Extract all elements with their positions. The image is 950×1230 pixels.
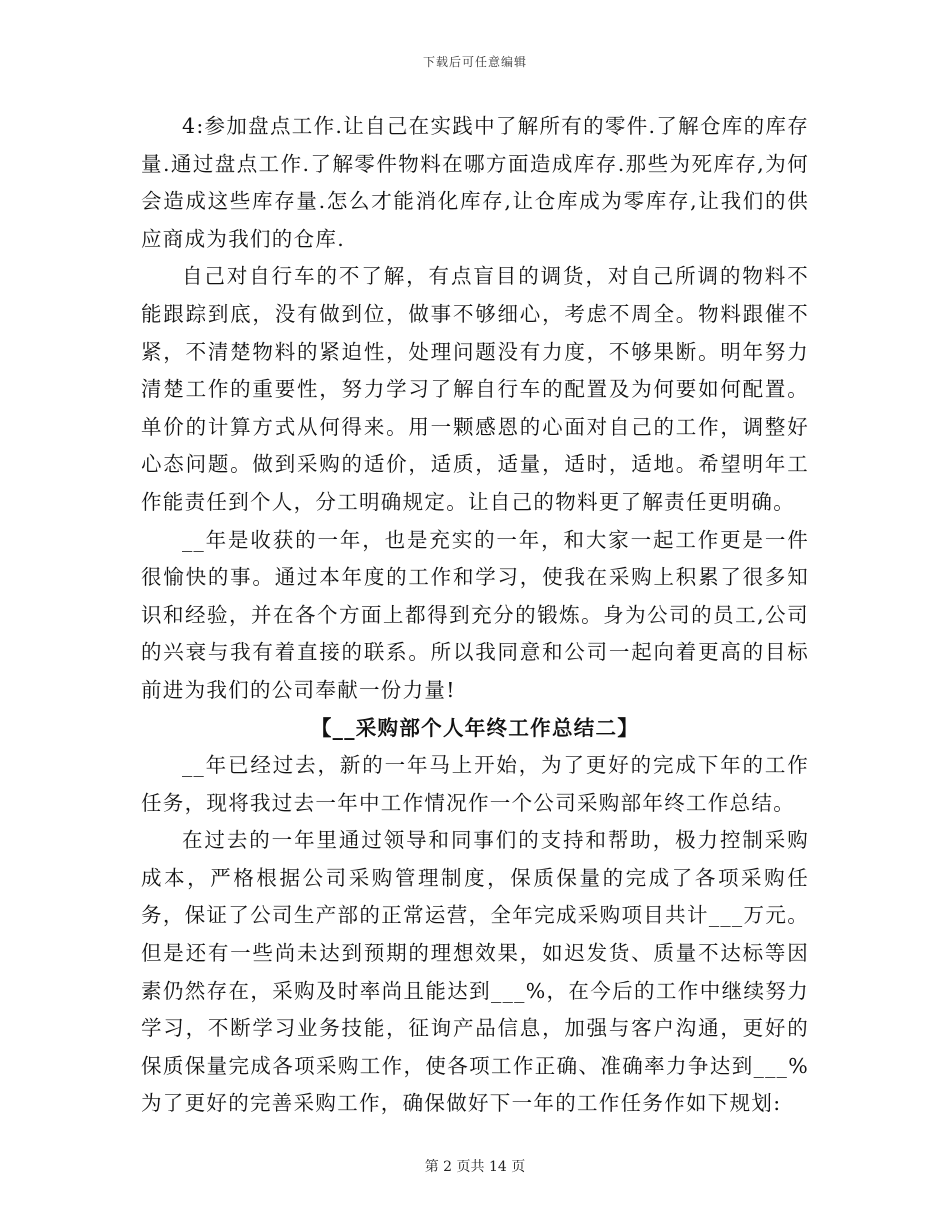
paragraph-self-review: 自己对自行车的不了解，有点盲目的调货，对自己所调的物料不能跟踪到底，没有做到位，做事不够细心，考虑不周全。物料跟催不紧，不清楚物料的紧迫性，处理问题没有力度，不够果断。明年努力清楚工作的重要性，努力学习了解自行车的配置及为何要如何配置。单价的计算方式从何得来。用一颗感恩的心面对自己的工作，调整好心态问题。做到采购的适价，适质，适量，适时，适地。希望明年工作能责任到个人，分工明确规定。让自己的物料更了解责任更明确。	[141, 264, 809, 514]
section-heading: 【__采购部个人年终工作总结二】	[310, 715, 640, 740]
paragraph-section-intro: __年已经过去，新的一年马上开始，为了更好的完成下年的工作任务，现将我过去一年中工作情况作一个公司采购部年终工作总结。	[141, 753, 809, 815]
document-body	[141, 108, 809, 1123]
page-footer: 第 2 页共 14 页	[424, 1159, 526, 1175]
paragraph-inventory: 4:参加盘点工作.让自己在实践中了解所有的零件.了解仓库的库存量.通过盘点工作.了解零件物料在哪方面造成库存.那些为死库存,为何会造成这些库存量.怎么才能消化库存,让仓库成为零库存,让我们的供应商成为我们的仓库.	[141, 114, 809, 251]
paragraph-year-summary: __年是收获的一年，也是充实的一年，和大家一起工作更是一件很愉快的事。通过本年度的工作和学习，使我在采购上积累了很多知识和经验，并在各个方面上都得到充分的锻炼。身为公司的员工,公司的兴衰与我有着直接的联系。所以我同意和公司一起向着更高的目标前进为我们的公司奉献一份力量!	[141, 527, 809, 702]
page-header: 下载后可任意编辑	[422, 55, 527, 69]
paragraph-section-review: 在过去的一年里通过领导和同事们的支持和帮助，极力控制采购成本，严格根据公司采购管理制度，保质保量的完成了各项采购任务，保证了公司生产部的正常运营，全年完成采购项目共计___万元。但是还有一些尚未达到预期的理想效果，如迟发货、质量不达标等因素仍然存在，采购及时率尚且能达到___%，在今后的工作中继续努力学习，不断学习业务技能，征询产品信息，加强与客户沟通，更好的保质保量完成各项采购工作，使各项工作正确、准确率力争达到___%为了更好的完善采购工作，确保做好下一年的工作任务作如下规划:	[141, 828, 809, 1116]
